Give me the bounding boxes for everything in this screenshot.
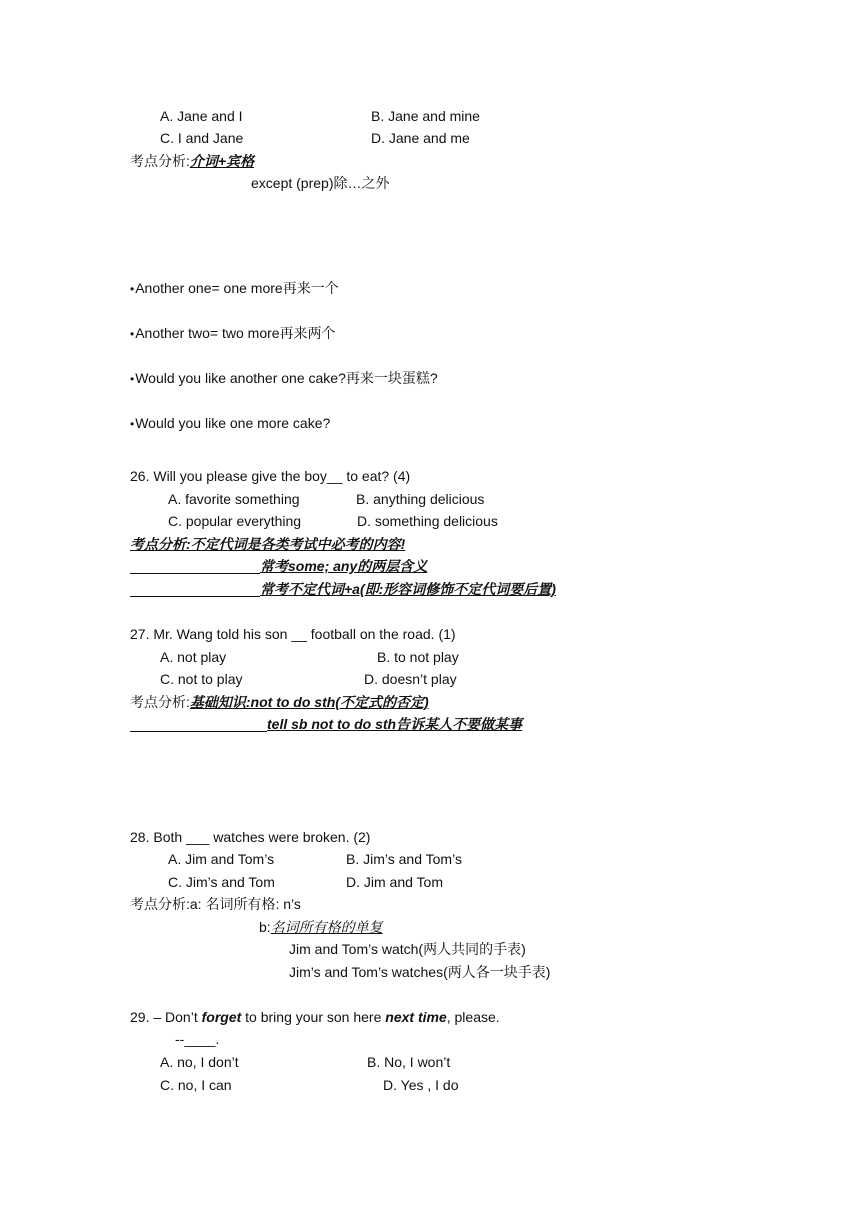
point-b-label: b: (259, 919, 271, 935)
q26-option-a: A. favorite something (168, 491, 300, 507)
bullet-icon: • (130, 417, 135, 431)
q27-option-a: A. not play (160, 649, 227, 665)
q26-option-d: D. something delicious (357, 513, 498, 529)
q27-option-d: D. doesn’t play (364, 671, 457, 687)
q25-option-a: A. Jane and I (160, 108, 243, 124)
q25-option-d: D. Jane and me (371, 130, 470, 146)
q26-option-b: B. anything delicious (356, 491, 485, 507)
underline-pad (130, 718, 267, 732)
q27-question: 27. Mr. Wang told his son __ football on the road. (1) (130, 626, 456, 642)
q29-reply: --____. (175, 1031, 220, 1047)
q25-option-b: B. Jane and mine (371, 108, 480, 124)
q29-option-d: D. Yes , I do (383, 1077, 459, 1093)
q27-analysis (130, 693, 429, 711)
bullet-icon: • (130, 372, 135, 386)
q29-option-c: C. no, I can (160, 1077, 232, 1093)
underline-pad (130, 583, 260, 597)
bullet-icon: • (130, 327, 135, 341)
bullet-item: •Would you like another one cake?再来一块蛋糕? (130, 370, 438, 386)
q27-point-2: tell sb not to do sth告诉某人不要做某事 (130, 715, 522, 733)
bullet-item: •Another one= one more再来一个 (130, 280, 339, 296)
q29-question: 29. – Don’t forget to bring your son here next time, please. (130, 1009, 500, 1025)
q29-option-a: A. no, I don’t (160, 1054, 239, 1070)
q28-option-d: D. Jim and Tom (346, 874, 443, 890)
q27-option-c: C. not to play (160, 671, 243, 687)
q26-point-1: 常考some; any的两层含义 (130, 557, 427, 575)
q28-example-2: Jim’s and Tom’s watches(两人各一块手表) (289, 964, 551, 980)
point-b-text: 名词所有格的单复 (270, 919, 383, 935)
bullet-icon: • (130, 282, 135, 296)
q25-note: except (prep)除…之外 (251, 175, 390, 191)
q28-option-b: B. Jim’s and Tom’s (346, 851, 462, 867)
q26-option-c: C. popular everything (168, 513, 302, 529)
q26-point-2: 常考不定代词+a(即:形容词修饰不定代词要后置) (130, 580, 556, 598)
q27-option-b: B. to not play (377, 649, 459, 665)
analysis-point: 基础知识:not to do sth(不定式的否定) (189, 694, 429, 710)
q28-analysis: 考点分析:a: 名词所有格: n’s (130, 896, 301, 912)
underline-pad (130, 560, 260, 574)
q28-question: 28. Both ___ watches were broken. (2) (130, 829, 371, 845)
q28-point-b (259, 918, 383, 936)
analysis-label: 考点分析: (130, 694, 190, 710)
analysis-point: 介词+宾格 (189, 153, 255, 169)
q28-option-c: C. Jim’s and Tom (168, 874, 275, 890)
q25-analysis (130, 152, 254, 170)
analysis-label: 考点分析: (130, 153, 190, 169)
q28-example-1: Jim and Tom’s watch(两人共同的手表) (289, 941, 526, 957)
q26-question: 26. Will you please give the boy__ to eat? (4) (130, 468, 411, 484)
q26-analysis: 考点分析:不定代词是各类考试中必考的内容! (130, 536, 406, 552)
q25-option-c: C. I and Jane (160, 130, 244, 146)
bullet-item: •Another two= two more再来两个 (130, 325, 336, 341)
q28-option-a: A. Jim and Tom’s (168, 851, 275, 867)
q29-option-b: B. No, I won’t (367, 1054, 451, 1070)
bullet-item: •Would you like one more cake? (130, 415, 331, 431)
